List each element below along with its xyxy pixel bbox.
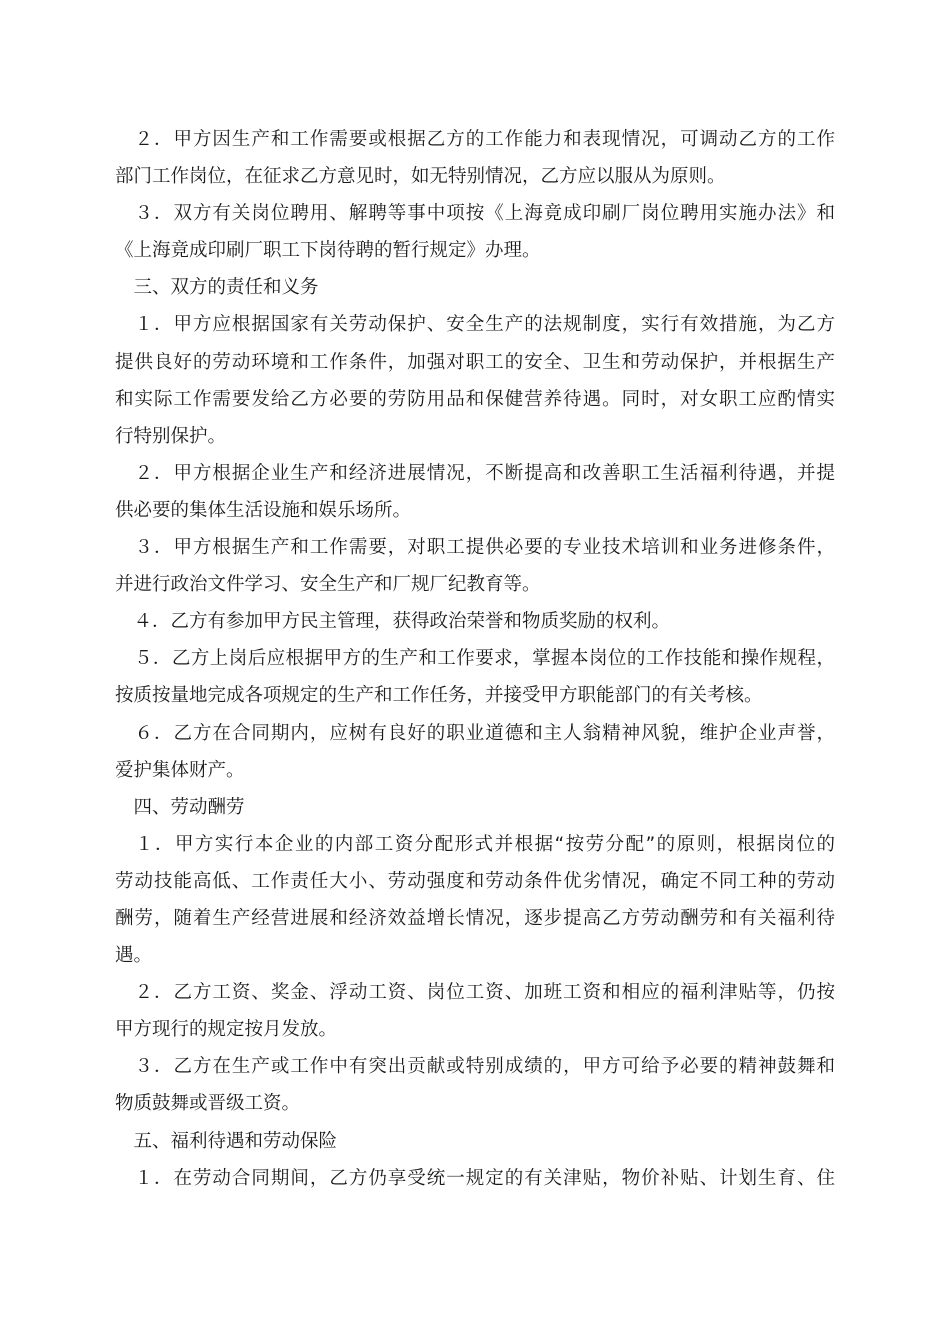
text-line: ３．甲方根据生产和工作需要，对职工提供必要的专业技术培训和业务进修条件， <box>115 537 835 559</box>
text-line: 提供良好的劳动环境和工作条件，加强对职工的安全、卫生和劳动保护，并根据生产 <box>115 351 835 373</box>
text-line: 和实际工作需要发给乙方必要的劳防用品和保健营养待遇。同时，对女职工应酌情实 <box>115 388 835 410</box>
text-line: 供必要的集体生活设施和娱乐场所。 <box>115 499 412 521</box>
text-line: ３．乙方在生产或工作中有突出贡献或特别成绩的，甲方可给予必要的精神鼓舞和 <box>115 1056 835 1078</box>
text-line: 并进行政治文件学习、安全生产和厂规厂纪教育等。 <box>115 574 541 596</box>
text-line: 三、双方的责任和义务 <box>115 277 319 299</box>
text-line: 爱护集体财产。 <box>115 759 245 781</box>
text-line: 酬劳，随着生产经营进展和经济效益增长情况，逐步提高乙方劳动酬劳和有关福利待 <box>115 907 835 929</box>
text-line: １．在劳动合同期间，乙方仍享受统一规定的有关津贴，物价补贴、计划生育、住 <box>115 1167 835 1189</box>
document-body <box>115 121 835 1197</box>
text-line: ２．乙方工资、奖金、浮动工资、岗位工资、加班工资和相应的福利津贴等，仍按 <box>115 982 835 1004</box>
text-line: 五、福利待遇和劳动保险 <box>115 1130 338 1152</box>
text-line: ２．甲方因生产和工作需要或根据乙方的工作能力和表现情况，可调动乙方的工作 <box>115 129 835 150</box>
text-line: 劳动技能高低、工作责任大小、劳动强度和劳动条件优劣情况，确定不同工种的劳动 <box>115 870 835 892</box>
text-line: ３．双方有关岗位聘用、解聘等事中项按《上海竟成印刷厂岗位聘用实施办法》和 <box>115 203 835 225</box>
text-line: 四、劳动酬劳 <box>115 796 245 818</box>
text-line: １．甲方实行本企业的内部工资分配形式并根据“按劳分配”的原则，根据岗位的 <box>115 833 835 855</box>
text-line: 按质按量地完成各项规定的生产和工作任务，并接受甲方职能部门的有关考核。 <box>115 685 763 707</box>
text-line: ６．乙方在合同期内，应树有良好的职业道德和主人翁精神风貌，维护企业声誉， <box>115 722 835 744</box>
text-line: 部门工作岗位，在征求乙方意见时，如无特别情况，乙方应以服从为原则。 <box>115 166 726 188</box>
text-line: ５．乙方上岗后应根据甲方的生产和工作要求，掌握本岗位的工作技能和操作规程， <box>115 648 835 670</box>
text-line: 《上海竟成印刷厂职工下岗待聘的暂行规定》办理。 <box>115 240 541 262</box>
text-line: ４．乙方有参加甲方民主管理，获得政治荣誉和物质奖励的权利。 <box>115 611 671 633</box>
text-line: 甲方现行的规定按月发放。 <box>115 1019 338 1041</box>
text-line: 遇。 <box>115 945 153 967</box>
text-line: 物质鼓舞或晋级工资。 <box>115 1093 301 1115</box>
text-line: １．甲方应根据国家有关劳动保护、安全生产的法规制度，实行有效措施，为乙方 <box>115 314 835 336</box>
text-line: 行特别保护。 <box>115 425 227 447</box>
text-line: ２．甲方根据企业生产和经济进展情况，不断提高和改善职工生活福利待遇，并提 <box>115 462 835 484</box>
